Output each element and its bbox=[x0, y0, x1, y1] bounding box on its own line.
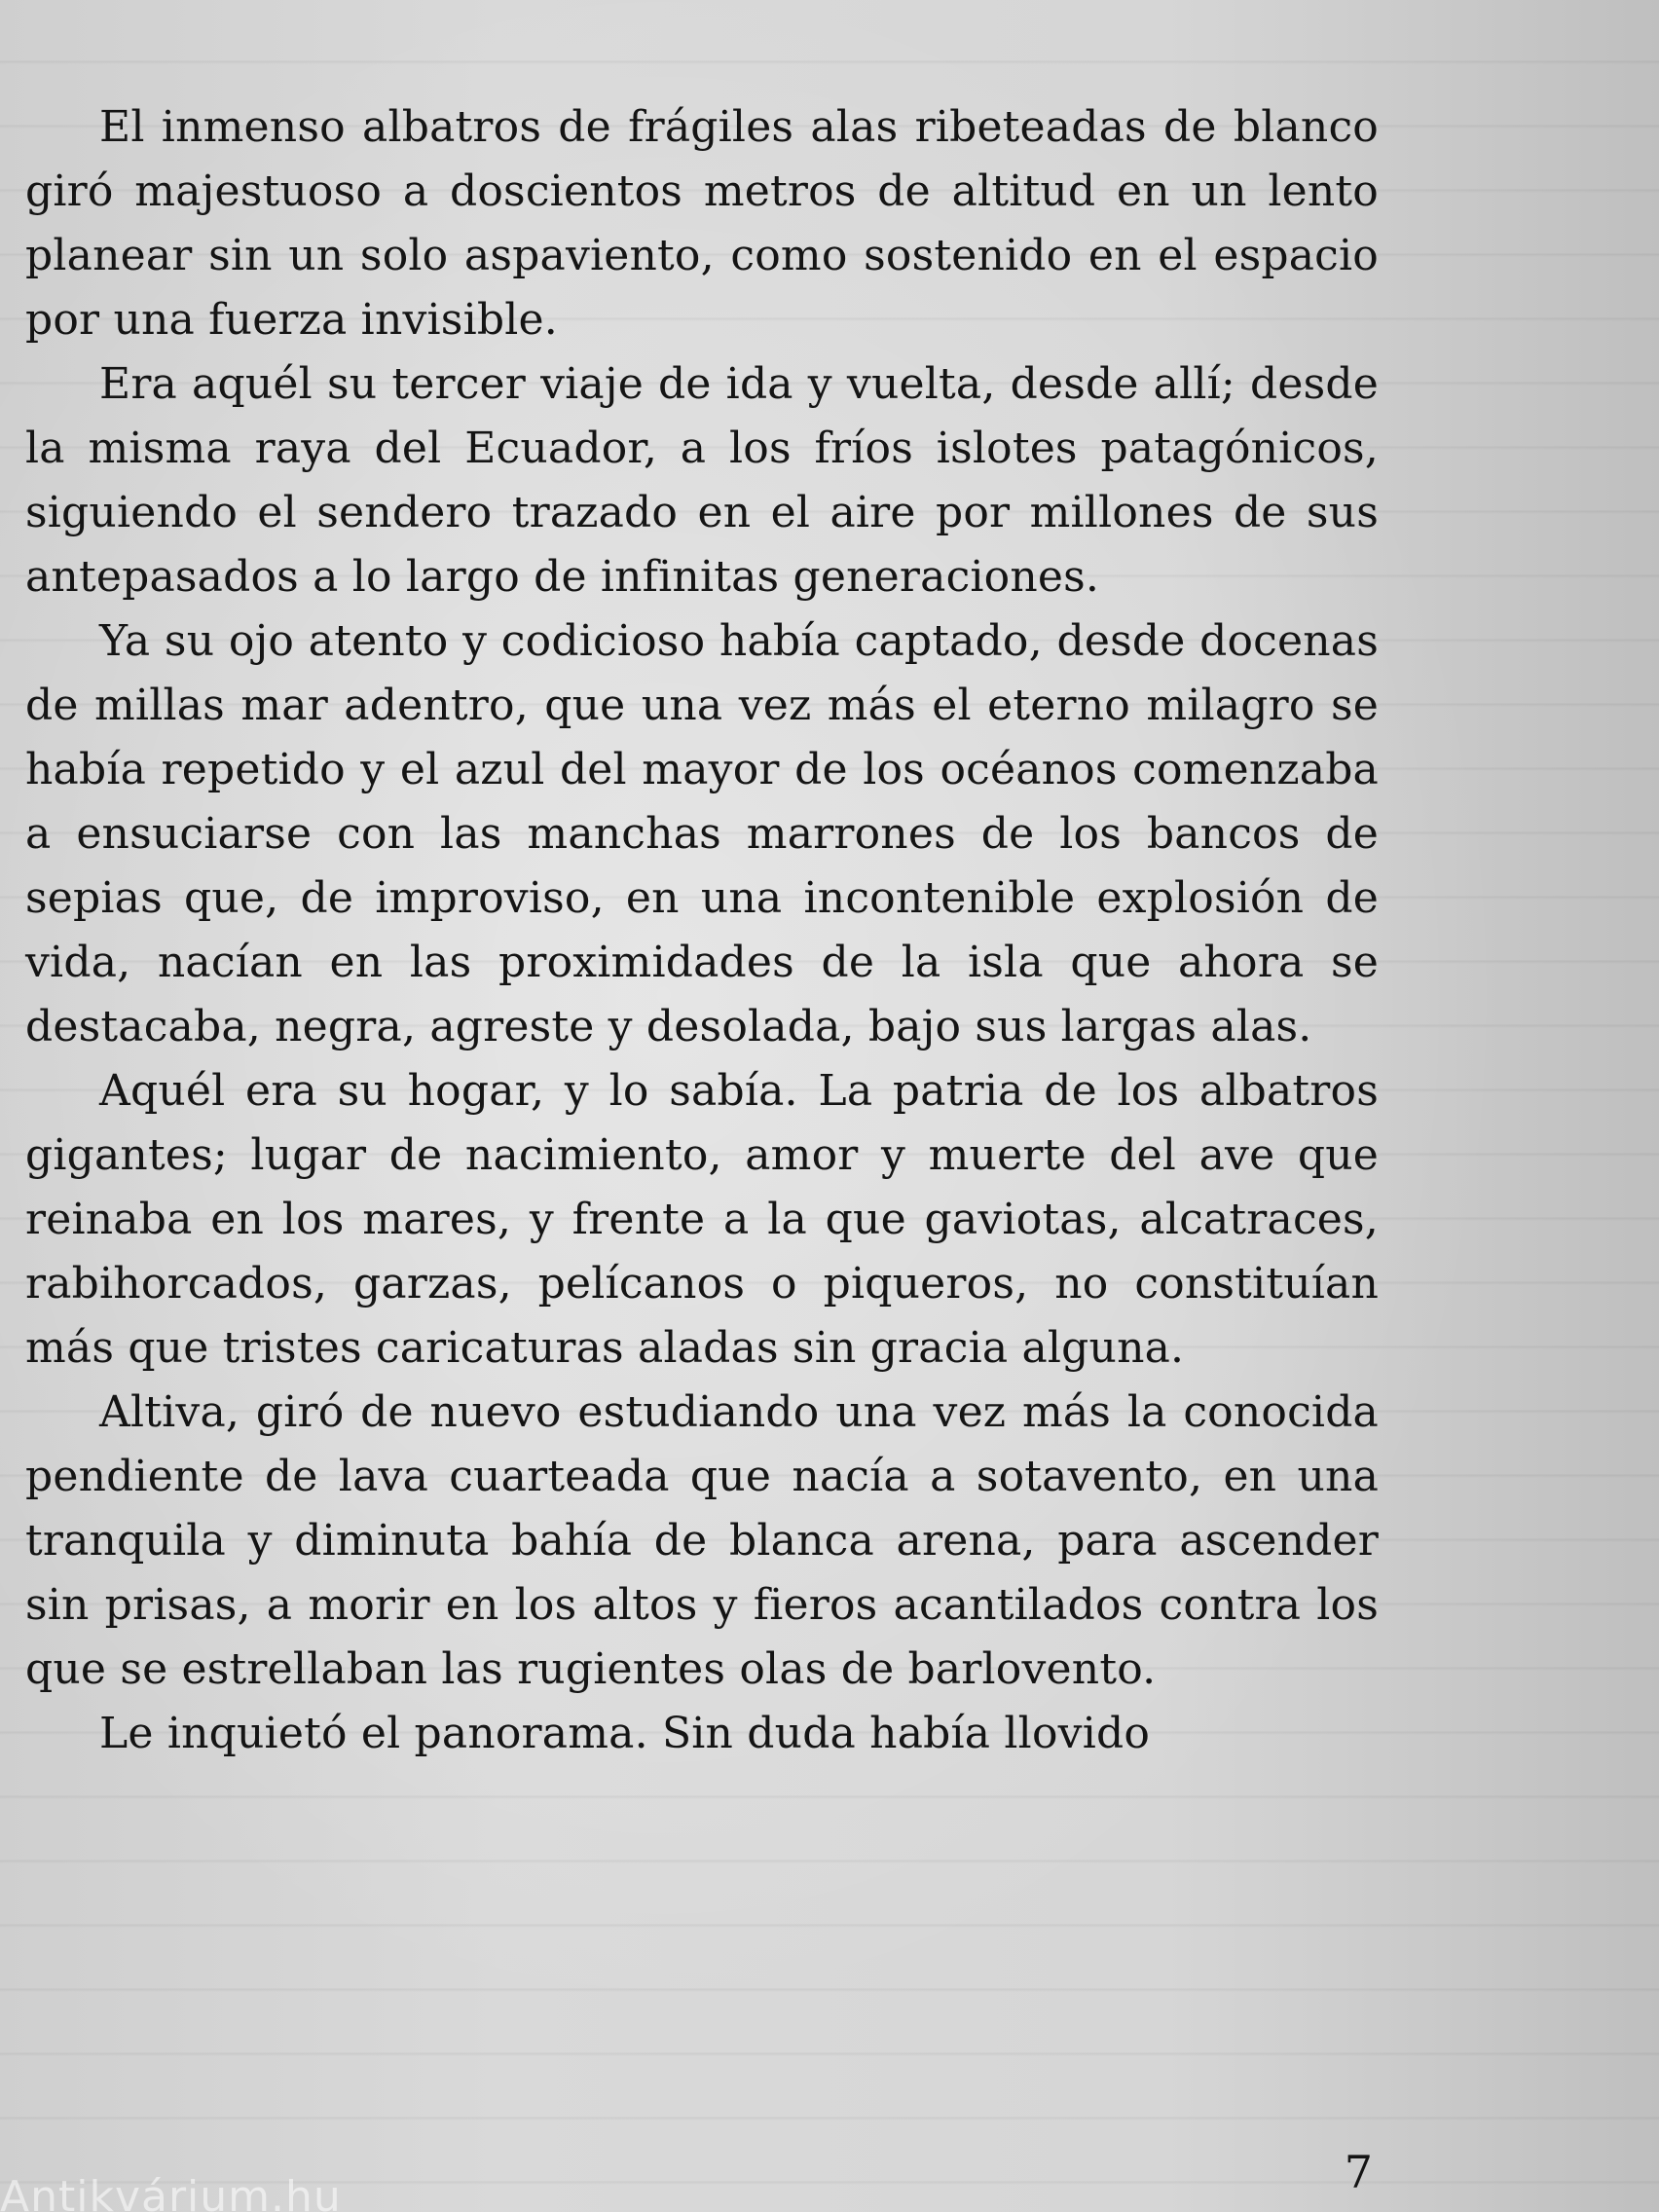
paragraph: Era aquél su tercer viaje de ida y vuelta, desde allí; desde la misma raya del Ecuador, a los fríos islotes patagónicos, siguiendo el sendero trazado en el aire por millones de sus antepasados a lo largo de infinitas generaciones. bbox=[25, 359, 1379, 602]
page-number: 7 bbox=[1344, 2146, 1373, 2198]
watermark: Antikvárium.hu bbox=[0, 2172, 342, 2212]
body-text bbox=[25, 95, 1379, 1766]
paragraph: Aquél era su hogar, y lo sabía. La patria de los albatros gigantes; lugar de nacimiento, amor y muerte del ave que reinaba en los mares, y frente a la que gaviotas, alcatraces, rabihorcados, garzas, pelícanos o piqueros, no constituían más que tristes caricaturas aladas sin gracia alguna. bbox=[25, 1066, 1379, 1373]
paragraph: Altiva, giró de nuevo estudiando una vez más la conocida pendiente de lava cuarteada que nacía a sotavento, en una tranquila y diminuta bahía de blanca arena, para ascender sin prisas, a morir en los altos y fieros acantilados contra los que se estrellaban las rugientes olas de barlovento. bbox=[25, 1387, 1379, 1694]
paragraph: Le inquietó el panorama. Sin duda había llovido bbox=[99, 1709, 1151, 1758]
paragraph: El inmenso albatros de frágiles alas ribeteadas de blanco giró majestuoso a doscientos metros de altitud en un lento planear sin un solo aspaviento, como sostenido en el espacio por una fuerza invisible. bbox=[25, 102, 1379, 345]
paragraph: Ya su ojo atento y codicioso había captado, desde docenas de millas mar adentro, que una vez más el eterno milagro se había repetido y el azul del mayor de los océanos comenzaba a ensuciarse con las manchas marrones de los bancos de sepias que, de improviso, en una incontenible explosión de vida, nacían en las proximidades de la isla que ahora se destacaba, negra, agreste y desolada, bajo sus largas alas. bbox=[25, 616, 1379, 1051]
